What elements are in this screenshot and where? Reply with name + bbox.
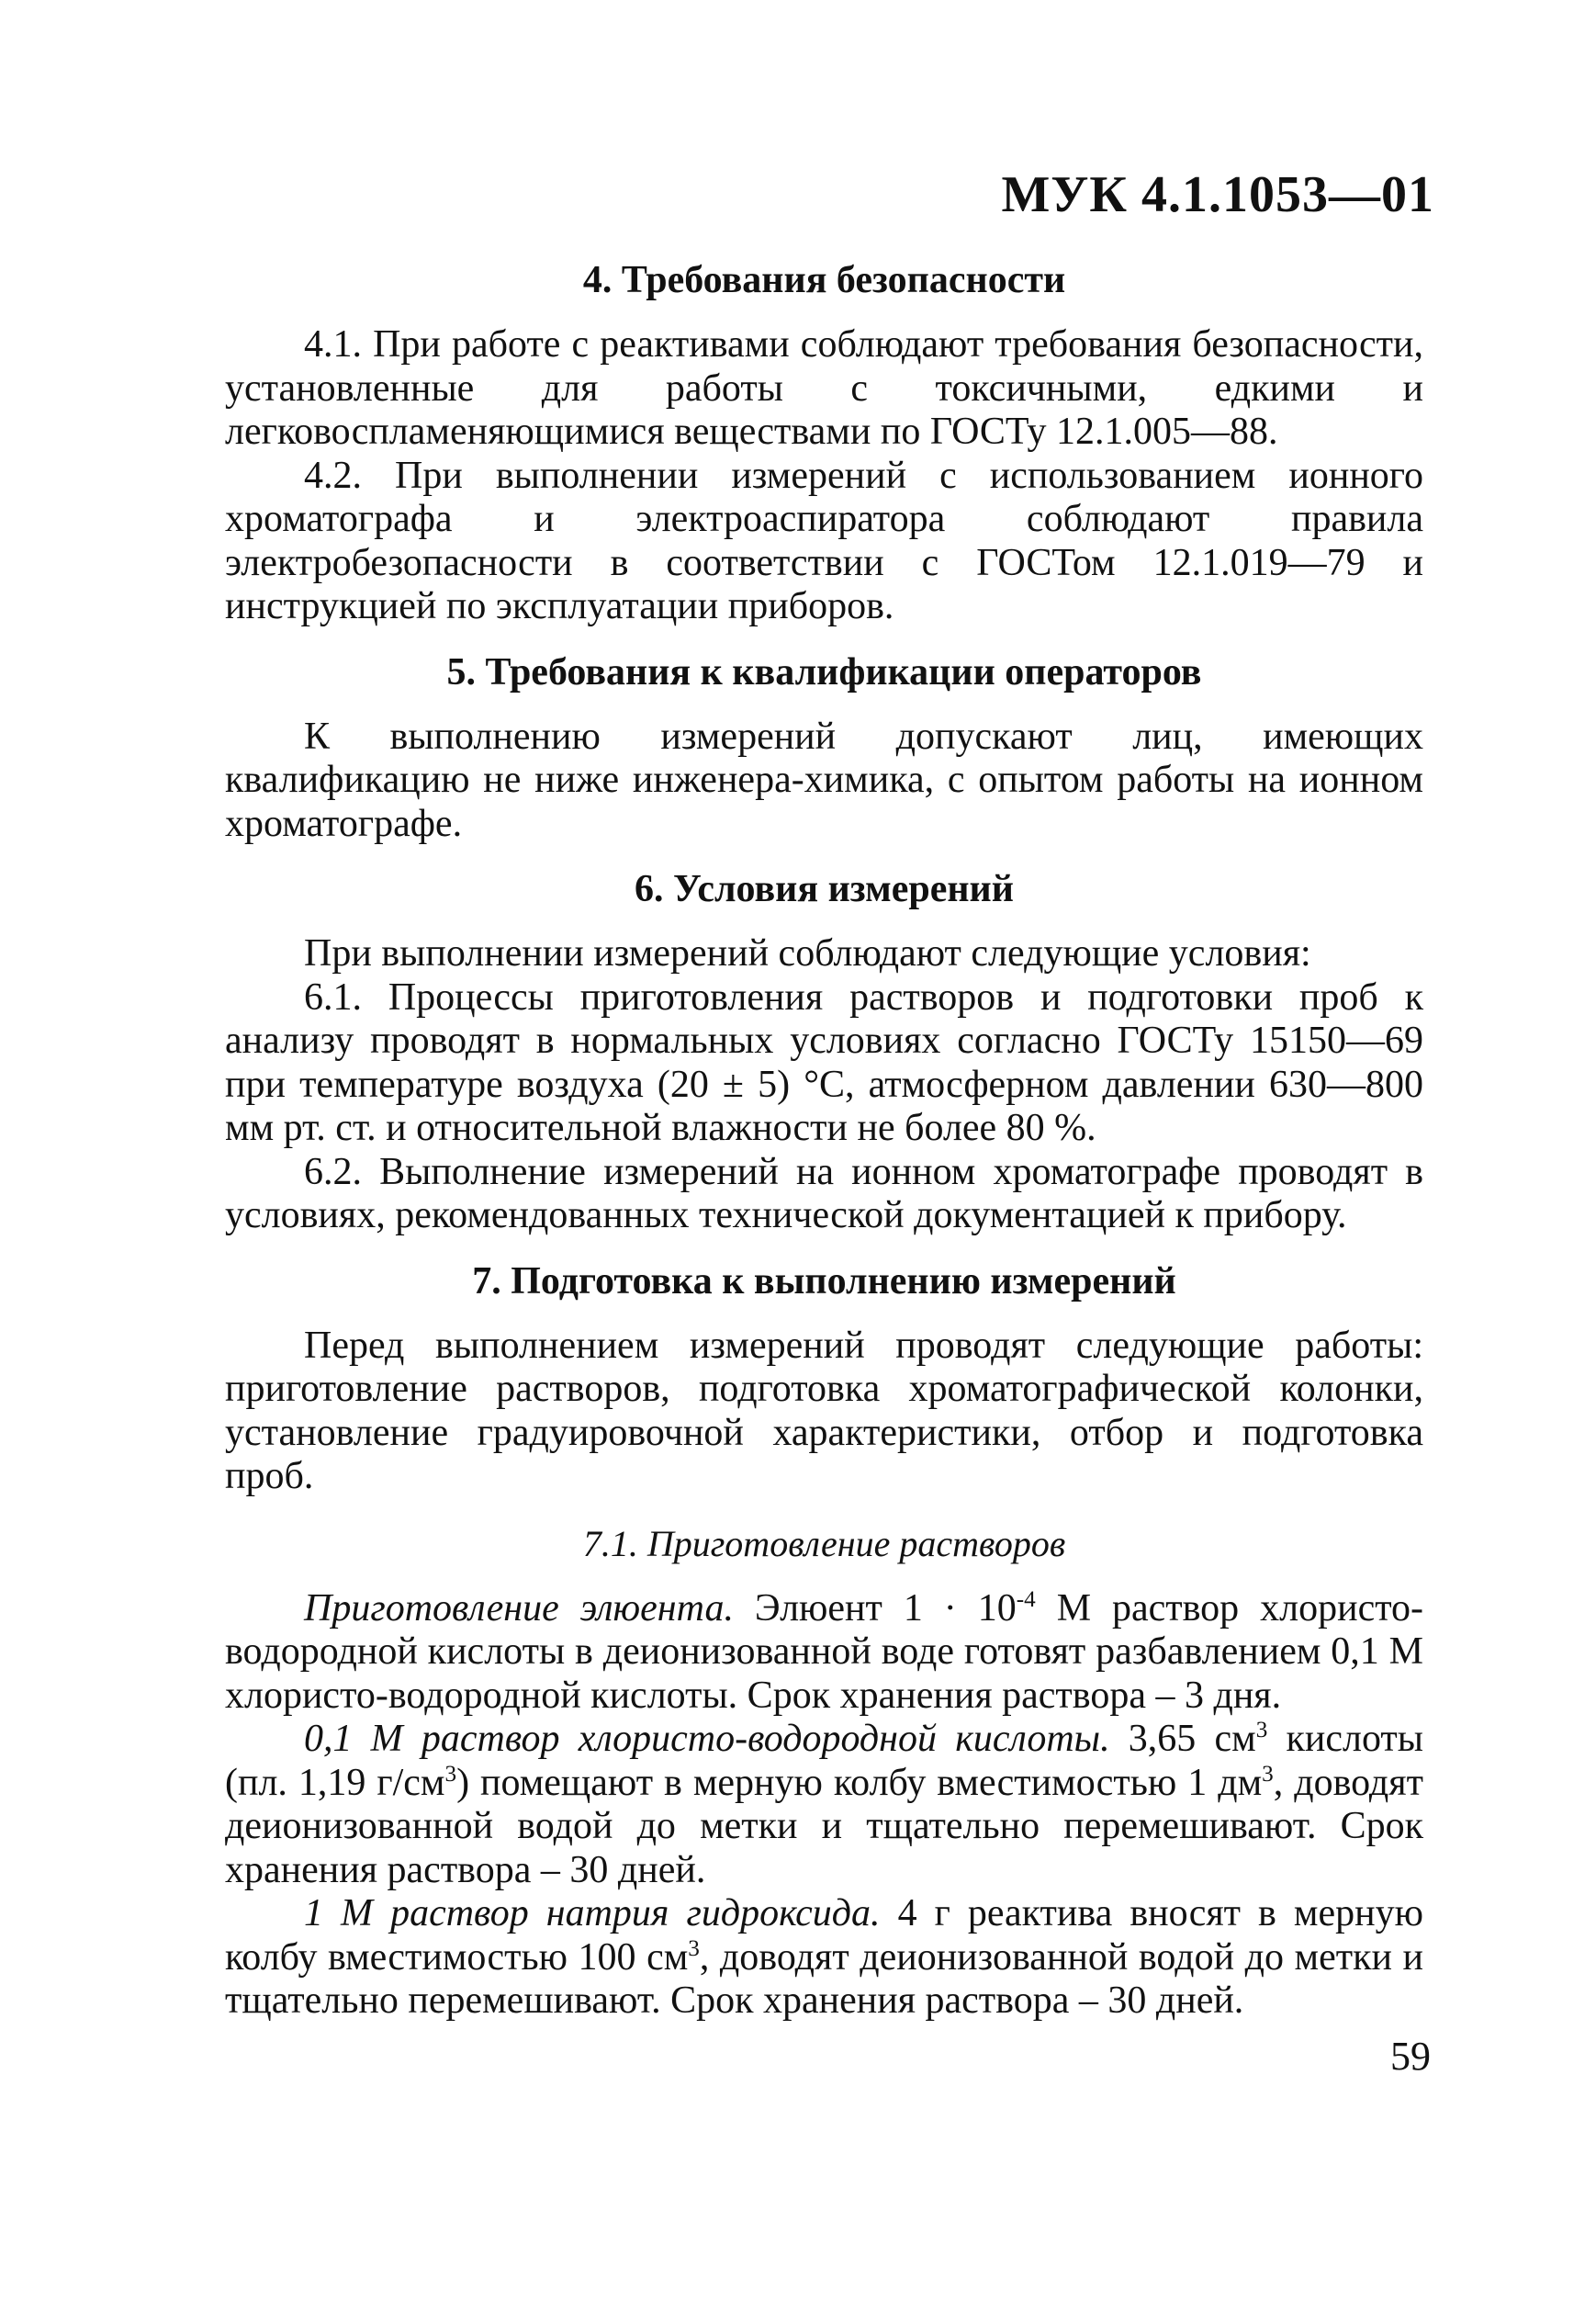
paragraph-lead: Приготовление элюента. — [304, 1586, 734, 1629]
paragraph: 6.1. Процессы приготовления растворов и подготовки проб к анализу проводят в нормальных условиях согласно ГОСТу 15150—69 при температуре воздуха (20 ± 5) °С, атмосферном давлении 630—800 мм рт. ст. и относительной влажности не более 80 %. — [225, 975, 1423, 1149]
section-title: 6. Условия измерений — [635, 868, 1014, 910]
paragraph: К выполнению измерений допускают лиц, имеющих квалификацию не ниже инженера-химика, с опытом работы на ионном хроматографе. — [225, 715, 1423, 845]
subsection-title: 7.1. Приготовление растворов — [582, 1522, 1066, 1564]
section-title: 4. Требования безопасности — [582, 259, 1066, 301]
paragraph-hcl-solution — [225, 1718, 1423, 1892]
text-run: 3,65 см — [1109, 1718, 1256, 1760]
page-content — [225, 257, 1423, 2044]
superscript: 3 — [1255, 1718, 1268, 1742]
document-page — [225, 165, 1434, 2278]
superscript: 3 — [688, 1935, 700, 1961]
paragraph-lead: 0,1 М раствор хлористо-водородной кислоты. — [304, 1718, 1110, 1760]
paragraph-lead: 1 М раствор натрия гидроксида. — [304, 1892, 881, 1934]
superscript: 3 — [1262, 1761, 1274, 1787]
text-run: 4 г реактива вносят в мерную колбу вместимостью 100 см — [225, 1892, 1423, 1979]
paragraph: Перед выполнением измерений проводят следующие работы: приготовление растворов, подготовка хроматографической колонки, установление градуировочной характеристики, отбор и подготовка проб. — [225, 1324, 1423, 1497]
paragraph-naoh-solution — [225, 1892, 1423, 2024]
paragraph-eluent — [225, 1587, 1423, 1719]
text-run: кислоты (пл. 1,19 г/см — [225, 1718, 1423, 1804]
document-code: МУК 4.1.1053—01 — [1001, 166, 1434, 223]
section-title: 7. Подготовка к выполнению измерений — [472, 1259, 1176, 1302]
text-run: М раствор хлористо-водородной кислоты в деионизованной воде готовят разбавлением 0,1 М хлористо-водородной кислоты. Срок хранения раствора – 3 дня. — [225, 1586, 1424, 1717]
superscript: -4 — [1016, 1586, 1036, 1612]
section-operator-qualification — [225, 649, 1423, 847]
text-run: Элюент 1 · 10 — [733, 1586, 1017, 1629]
section-measurement-conditions — [225, 866, 1423, 1238]
superscript: 3 — [444, 1761, 457, 1787]
section-title: 5. Требования к квалификации операторов — [446, 650, 1202, 694]
paragraph: 4.2. При выполнении измерений с использованием ионного хроматографа и электроаспиратора соблюдают правила электробезопасности в соответствии с ГОСТом 12.1.019—79 и инструкцией по эксплуатации приборов. — [225, 454, 1423, 627]
page-number: 59 — [1390, 2034, 1431, 2079]
paragraph: 6.2. Выполнение измерений на ионном хроматографе проводят в условиях, рекомендованных технической документацией к прибору. — [225, 1150, 1423, 1236]
text-run: ) помещают в мерную колбу вместимостью 1 дм — [456, 1761, 1263, 1804]
section-safety — [225, 257, 1423, 629]
section-preparation — [225, 1258, 1423, 2024]
paragraph: 4.1. При работе с реактивами соблюдают требования безопасности, установленные для работы с токсичными, едкими и легковоспламеняющимися веществами по ГОСТу 12.1.005—88. — [225, 323, 1423, 453]
paragraph: При выполнении измерений соблюдают следующие условия: — [304, 932, 1311, 975]
text-run: , доводят деионизованной водой до метки и тщательно перемешивают. Срок хранения раствора – 30 дней. — [225, 1935, 1423, 2022]
text-run: , доводят деионизованной водой до метки и тщательно перемешивают. Срок хранения раствора – 30 дней. — [225, 1761, 1423, 1891]
